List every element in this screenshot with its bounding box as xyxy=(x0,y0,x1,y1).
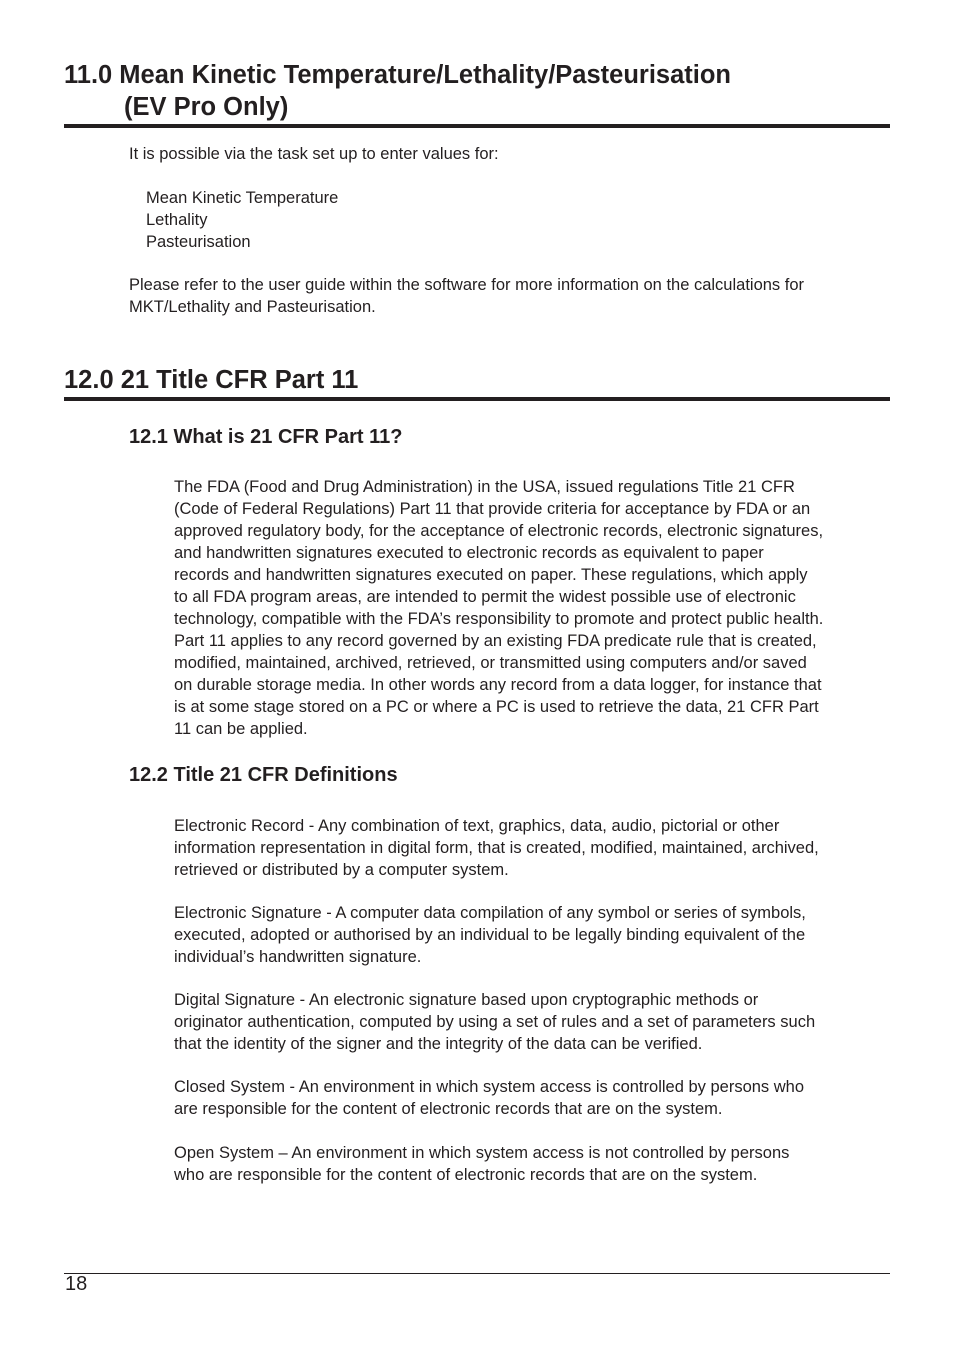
paragraph-line: on durable storage media. In other words any record from a data logger, for instance that xyxy=(174,676,822,694)
paragraph-line: information representation in digital form, that is created, modified, maintained, archived, xyxy=(174,839,819,857)
paragraph-line: The FDA (Food and Drug Administration) in the USA, issued regulations Title 21 CFR xyxy=(174,478,795,496)
section-12-1-paragraph xyxy=(174,476,823,740)
paragraph-line: Closed System - An environment in which system access is controlled by persons who xyxy=(174,1078,805,1096)
paragraph-line: Digital Signature - An electronic signature based upon cryptographic methods or xyxy=(174,991,759,1009)
paragraph-line: records and handwritten signatures executed on paper. These regulations, which apply xyxy=(174,566,808,584)
paragraph-line: who are responsible for the content of electronic records that are on the system. xyxy=(174,1166,758,1184)
section-12-1-heading: 12.1 What is 21 CFR Part 11? xyxy=(129,426,403,448)
paragraph-line: executed, adopted or authorised by an individual to be legally binding equivalent of the xyxy=(174,926,806,944)
paragraph-line: retrieved or distributed by a computer system. xyxy=(174,861,509,879)
section-12-title: 12.0 21 Title CFR Part 11 xyxy=(64,366,359,394)
definition-digital-signature xyxy=(174,989,815,1055)
section-11-item-list xyxy=(146,187,338,253)
section-11-title: 11.0 Mean Kinetic Temperature/Lethality/Pasteurisation xyxy=(64,61,731,89)
section-12-rule xyxy=(64,397,890,401)
section-11-intro: It is possible via the task set up to enter values for: xyxy=(129,145,499,163)
paragraph-line: modified, maintained, archived, retrieved, or transmitted using computers and/or saved xyxy=(174,654,807,672)
section-11-refer-paragraph xyxy=(129,274,804,318)
paragraph-line: MKT/Lethality and Pasteurisation. xyxy=(129,298,376,316)
list-item: Lethality xyxy=(146,211,208,229)
paragraph-line: are responsible for the content of electronic records that are on the system. xyxy=(174,1100,723,1118)
list-item: Pasteurisation xyxy=(146,233,251,251)
paragraph-line: and handwritten signatures executed to electronic records as equivalent to paper xyxy=(174,544,764,562)
paragraph-line: technology, compatible with the FDA’s responsibility to promote and protect public health. xyxy=(174,610,824,628)
section-12-2-heading: 12.2 Title 21 CFR Definitions xyxy=(129,764,398,786)
section-11-rule xyxy=(64,124,890,128)
paragraph-line: individual’s handwritten signature. xyxy=(174,948,422,966)
definition-open-system xyxy=(174,1142,789,1186)
paragraph-line: (Code of Federal Regulations) Part 11 that provide criteria for acceptance by FDA or an xyxy=(174,500,811,518)
paragraph-line: Part 11 applies to any record governed by an existing FDA predicate rule that is created, xyxy=(174,632,817,650)
page-number: 18 xyxy=(65,1273,88,1295)
definition-closed-system xyxy=(174,1076,804,1120)
paragraph-line: is at some stage stored on a PC or where a PC is used to retrieve the data, 21 CFR Part xyxy=(174,698,819,716)
paragraph-line: Please refer to the user guide within the software for more information on the calculations for xyxy=(129,276,805,294)
paragraph-line: approved regulatory body, for the acceptance of electronic records, electronic signatures, xyxy=(174,522,824,540)
definition-electronic-record xyxy=(174,815,819,881)
definition-electronic-signature xyxy=(174,902,806,968)
paragraph-line: Electronic Signature - A computer data compilation of any symbol or series of symbols, xyxy=(174,904,806,922)
paragraph-line: Open System – An environment in which system access is not controlled by persons xyxy=(174,1144,790,1162)
paragraph-line: Electronic Record - Any combination of text, graphics, data, audio, pictorial or other xyxy=(174,817,780,835)
paragraph-line: that the identity of the signer and the integrity of the data can be verified. xyxy=(174,1035,703,1053)
paragraph-line: 11 can be applied. xyxy=(174,720,308,738)
footer-rule xyxy=(64,1273,890,1274)
paragraph-line: to all FDA program areas, are intended to permit the widest possible use of electronic xyxy=(174,588,796,606)
list-item: Mean Kinetic Temperature xyxy=(146,189,339,207)
paragraph-line: originator authentication, computed by using a set of rules and a set of parameters such xyxy=(174,1013,816,1031)
section-11-title-line2: (EV Pro Only) xyxy=(124,93,289,121)
